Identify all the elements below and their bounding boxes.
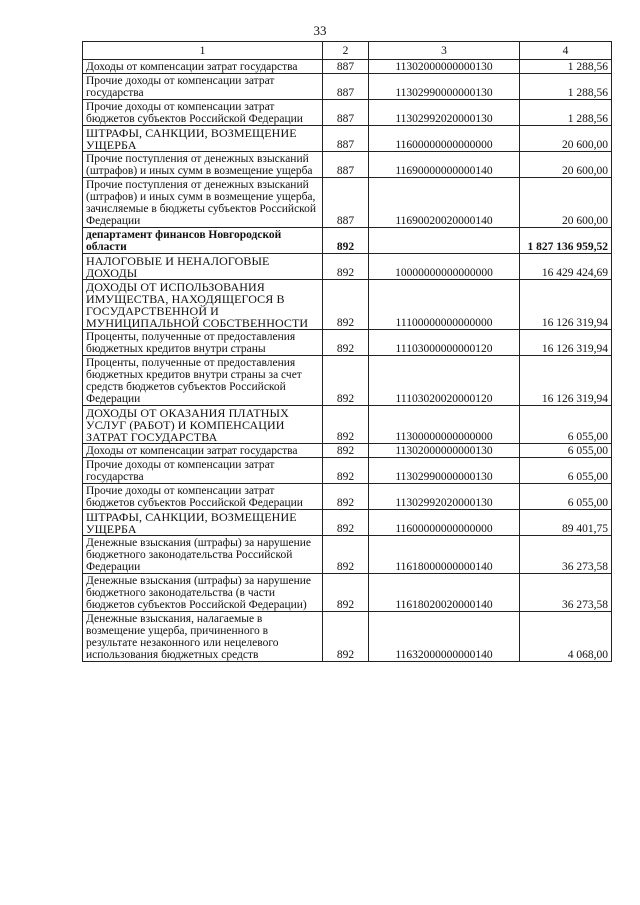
row-kbk-cell: 11690020020000140 xyxy=(369,178,520,228)
row-code-cell: 892 xyxy=(323,458,369,484)
row-amount-cell: 20 600,00 xyxy=(520,152,612,178)
table-row xyxy=(83,406,612,444)
table-row xyxy=(83,254,612,280)
table-header xyxy=(83,42,612,60)
row-name-cell: департамент финансов Новгородской области xyxy=(83,228,323,254)
row-kbk-cell: 11300000000000000 xyxy=(369,406,520,444)
row-name-cell: Проценты, полученные от предоставления бюджетных кредитов внутри страны xyxy=(83,330,323,356)
table-row xyxy=(83,458,612,484)
row-code-cell: 892 xyxy=(323,356,369,406)
row-kbk-cell: 11302000000000130 xyxy=(369,60,520,74)
table-row xyxy=(83,484,612,510)
row-kbk-cell: 10000000000000000 xyxy=(369,254,520,280)
row-code-cell: 892 xyxy=(323,536,369,574)
row-code-cell: 892 xyxy=(323,574,369,612)
header-col-3: 3 xyxy=(369,42,520,60)
row-code-cell: 887 xyxy=(323,126,369,152)
row-amount-cell: 4 068,00 xyxy=(520,612,612,662)
row-amount-cell: 16 429 424,69 xyxy=(520,254,612,280)
row-code-cell: 892 xyxy=(323,228,369,254)
row-code-cell: 892 xyxy=(323,330,369,356)
row-kbk-cell: 11618020020000140 xyxy=(369,574,520,612)
row-amount-cell: 36 273,58 xyxy=(520,574,612,612)
row-amount-cell: 6 055,00 xyxy=(520,444,612,458)
row-name-cell: Доходы от компенсации затрат государства xyxy=(83,444,323,458)
revenue-table xyxy=(82,41,612,662)
row-name-cell: Прочие доходы от компенсации затрат государства xyxy=(83,458,323,484)
row-kbk-cell: 11600000000000000 xyxy=(369,510,520,536)
row-kbk-cell: 11100000000000000 xyxy=(369,280,520,330)
row-amount-cell: 36 273,58 xyxy=(520,536,612,574)
row-kbk-cell: 11302000000000130 xyxy=(369,444,520,458)
row-code-cell: 892 xyxy=(323,406,369,444)
row-code-cell: 892 xyxy=(323,510,369,536)
header-col-4: 4 xyxy=(520,42,612,60)
row-name-cell: Денежные взыскания (штрафы) за нарушение бюджетного законодательства (в части бюджетов субъектов Российской Федерации) xyxy=(83,574,323,612)
row-amount-cell: 1 827 136 959,52 xyxy=(520,228,612,254)
row-code-cell: 892 xyxy=(323,444,369,458)
row-kbk-cell: 11302992020000130 xyxy=(369,100,520,126)
row-name-cell: Прочие поступления от денежных взысканий (штрафов) и иных сумм в возмещение ущерба xyxy=(83,152,323,178)
row-name-cell: ШТРАФЫ, САНКЦИИ, ВОЗМЕЩЕНИЕ УЩЕРБА xyxy=(83,126,323,152)
page-number: 33 xyxy=(313,23,327,38)
row-amount-cell: 89 401,75 xyxy=(520,510,612,536)
row-kbk-cell: 11690000000000140 xyxy=(369,152,520,178)
row-kbk-cell: 11632000000000140 xyxy=(369,612,520,662)
row-name-cell: Прочие доходы от компенсации затрат государства xyxy=(83,74,323,100)
row-code-cell: 892 xyxy=(323,484,369,510)
row-kbk-cell: 11302990000000130 xyxy=(369,458,520,484)
table-row xyxy=(83,444,612,458)
row-amount-cell: 16 126 319,94 xyxy=(520,356,612,406)
row-code-cell: 887 xyxy=(323,178,369,228)
table-row xyxy=(83,356,612,406)
row-kbk-cell: 11103020020000120 xyxy=(369,356,520,406)
row-name-cell: Денежные взыскания, налагаемые в возмещение ущерба, причиненного в результате незаконного или нецелевого использования бюджетных средств xyxy=(83,612,323,662)
row-amount-cell: 1 288,56 xyxy=(520,100,612,126)
row-amount-cell: 6 055,00 xyxy=(520,458,612,484)
header-row xyxy=(83,42,612,60)
table-row xyxy=(83,100,612,126)
table-row xyxy=(83,152,612,178)
row-code-cell: 887 xyxy=(323,60,369,74)
table-row xyxy=(83,60,612,74)
row-amount-cell: 16 126 319,94 xyxy=(520,280,612,330)
header-col-1: 1 xyxy=(83,42,323,60)
row-code-cell: 887 xyxy=(323,152,369,178)
row-name-cell: Прочие доходы от компенсации затрат бюджетов субъектов Российской Федерации xyxy=(83,484,323,510)
row-kbk-cell: 11302992020000130 xyxy=(369,484,520,510)
row-amount-cell: 1 288,56 xyxy=(520,60,612,74)
row-code-cell: 887 xyxy=(323,100,369,126)
row-code-cell: 892 xyxy=(323,254,369,280)
table-row xyxy=(83,280,612,330)
table-row xyxy=(83,510,612,536)
table-row xyxy=(83,330,612,356)
table-row xyxy=(83,74,612,100)
row-kbk-cell: 11600000000000000 xyxy=(369,126,520,152)
row-amount-cell: 1 288,56 xyxy=(520,74,612,100)
row-kbk-cell: 11103000000000120 xyxy=(369,330,520,356)
row-amount-cell: 6 055,00 xyxy=(520,406,612,444)
row-kbk-cell: 11618000000000140 xyxy=(369,536,520,574)
table-row xyxy=(83,574,612,612)
row-code-cell: 892 xyxy=(323,280,369,330)
row-amount-cell: 6 055,00 xyxy=(520,484,612,510)
row-name-cell: ШТРАФЫ, САНКЦИИ, ВОЗМЕЩЕНИЕ УЩЕРБА xyxy=(83,510,323,536)
row-name-cell: Прочие поступления от денежных взысканий (штрафов) и иных сумм в возмещение ущерба, зачисляемые в бюджеты субъектов Российской Федерации xyxy=(83,178,323,228)
table-row xyxy=(83,126,612,152)
row-code-cell: 887 xyxy=(323,74,369,100)
row-name-cell: Прочие доходы от компенсации затрат бюджетов субъектов Российской Федерации xyxy=(83,100,323,126)
row-name-cell: НАЛОГОВЫЕ И НЕНАЛОГОВЫЕ ДОХОДЫ xyxy=(83,254,323,280)
table-row xyxy=(83,536,612,574)
row-amount-cell: 20 600,00 xyxy=(520,178,612,228)
row-kbk-cell xyxy=(369,228,520,254)
table-body xyxy=(83,60,612,662)
row-name-cell: Доходы от компенсации затрат государства xyxy=(83,60,323,74)
table-row xyxy=(83,612,612,662)
table-row xyxy=(83,228,612,254)
row-name-cell: ДОХОДЫ ОТ ОКАЗАНИЯ ПЛАТНЫХ УСЛУГ (РАБОТ) И КОМПЕНСАЦИИ ЗАТРАТ ГОСУДАРСТВА xyxy=(83,406,323,444)
row-amount-cell: 20 600,00 xyxy=(520,126,612,152)
header-col-2: 2 xyxy=(323,42,369,60)
row-name-cell: Проценты, полученные от предоставления бюджетных кредитов внутри страны за счет средств бюджетов субъектов Российской Федерации xyxy=(83,356,323,406)
table-row xyxy=(83,178,612,228)
row-name-cell: ДОХОДЫ ОТ ИСПОЛЬЗОВАНИЯ ИМУЩЕСТВА, НАХОДЯЩЕГОСЯ В ГОСУДАРСТВЕННОЙ И МУНИЦИПАЛЬНОЙ СОБСТВЕННОСТИ xyxy=(83,280,323,330)
row-code-cell: 892 xyxy=(323,612,369,662)
row-amount-cell: 16 126 319,94 xyxy=(520,330,612,356)
row-kbk-cell: 11302990000000130 xyxy=(369,74,520,100)
row-name-cell: Денежные взыскания (штрафы) за нарушение бюджетного законодательства Российской Федерации xyxy=(83,536,323,574)
